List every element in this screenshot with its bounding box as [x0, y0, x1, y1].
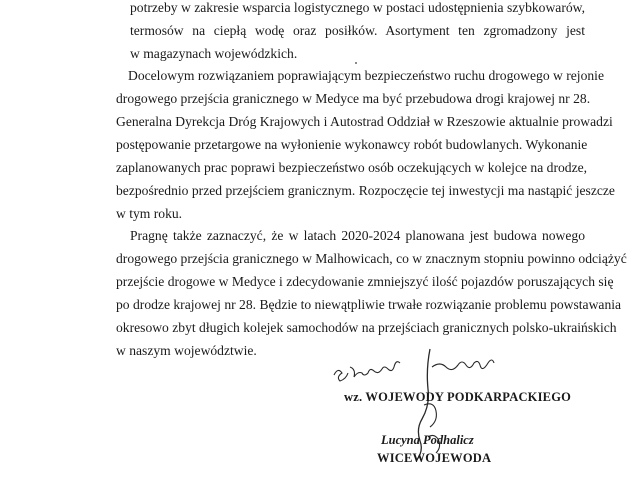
text-line: Generalna Dyrekcja Dróg Krajowych i Autostrad Oddział w Rzeszowie aktualnie prowadzi: [116, 114, 613, 129]
text-line: zaplanowanych prac poprawi bezpieczeństwo osób oczekujących w kolejce na drodze,: [116, 160, 588, 175]
text-line: przejście drogowe w Medyce i zdecydowanie zmniejszyć ilość pojazdów poruszających się: [116, 274, 614, 289]
text-line: drogowego przejścia granicznego w Medyce ma być przebudowa drogi krajowej nr 28.: [116, 91, 591, 106]
text-line: [116, 228, 585, 244]
text-line: [116, 68, 604, 84]
signatory-name: Lucyna Podhalicz: [381, 433, 474, 447]
signature-office-line: wz. WOJEWODY PODKARPACKIEGO: [344, 390, 572, 404]
text-line: drogowego przejścia granicznego w Malhowicach, co w znacznym stopniu powinno odciążyć: [116, 251, 627, 266]
signatory-title: WICEWOJEWODA: [377, 451, 492, 465]
text-line: postępowanie przetargowe na wyłonienie wykonawcy robót budowlanych. Wykonanie: [116, 137, 588, 152]
text-line: okresowo zbyt długich kolejek samochodów na przejściach granicznych polsko-ukraińskich: [116, 320, 617, 335]
text-line: w tym roku.: [116, 206, 183, 221]
text-line: bezpośrednio przed przejściem granicznym. Rozpoczęcie tej inwestycji ma nastąpić jeszcze: [116, 183, 615, 198]
text-line: po drodze krajowej nr 28. Będzie to niewątpliwie trwałe rozwiązanie problemu powstawania: [116, 297, 622, 312]
text-line: termosów na ciepłą wodę oraz posiłków. Asortyment ten zgromadzony jest: [130, 23, 585, 38]
text-line-indented: Docelowym rozwiązaniem poprawiającym bezpieczeństwo ruchu drogowego w rejonie: [128, 68, 604, 83]
text-line: w naszym województwie.: [116, 343, 257, 358]
text-line-indented: Pragnę także zaznaczyć, że w latach 2020-2024 planowana jest budowa nowego: [130, 228, 585, 243]
text-line: potrzeby w zakresie wsparcia logistycznego w postaci udostępnienia szybkowarów,: [130, 0, 585, 15]
scan-speck: [355, 62, 357, 64]
text-line: w magazynach wojewódzkich.: [130, 46, 298, 61]
signature-block: [320, 345, 572, 480]
